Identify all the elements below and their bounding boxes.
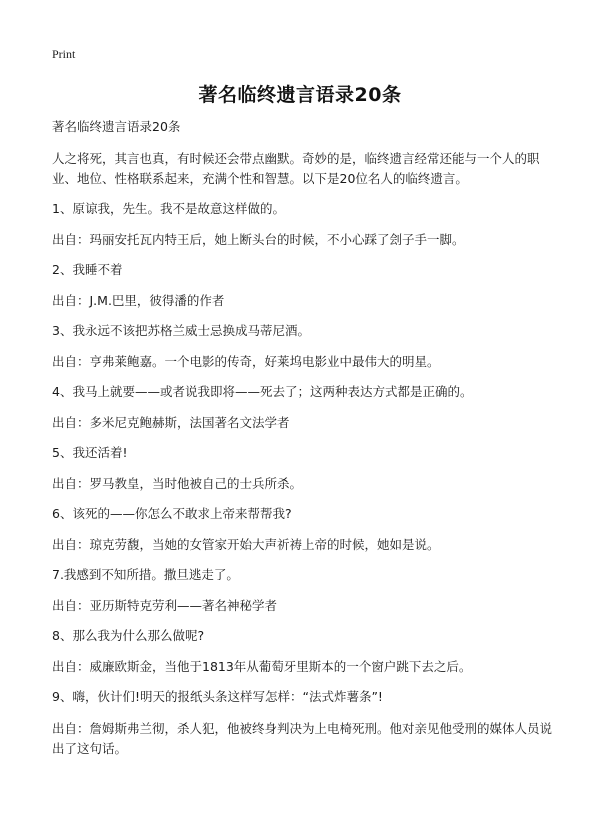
article-intro: 人之将死，其言也真，有时候还会带点幽默。奇妙的是，临终遗言经常还能与一个人的职业、地位、性格联系起来，充满个性和智慧。以下是20位名人的临终遗言。 [52,151,540,186]
quote-source: 出自：玛丽安托瓦内特王后，她上断头台的时候，不小心踩了刽子手一脚。 [52,231,465,247]
list-item [52,383,552,432]
quote-text: 8、那么我为什么那么做呢? [52,628,205,643]
quote-text: 5、我还活着! [52,445,128,460]
article-body [52,118,552,771]
article-subtitle: 著名临终遗言语录20条 [52,119,181,134]
quote-source: 出自：詹姆斯弗兰彻，杀人犯，他被终身判决为上电椅死刑。他对亲见他受刑的媒体人员说出了这句话。 [52,720,553,756]
quote-text: 7.我感到不知所措。撒旦逃走了。 [52,567,239,582]
list-item [52,688,552,759]
quote-text: 6、该死的——你怎么不敢求上帝来帮帮我? [52,506,292,521]
quote-list [52,200,552,759]
quote-text: 9、嗨，伙计们!明天的报纸头条这样写怎样：“法式炸薯条”! [52,689,383,704]
page-title: 著名临终遗言语录20条 [198,84,402,106]
quote-source: 出自：琼克劳馥，当她的女管家开始大声祈祷上帝的时候，她如是说。 [52,536,440,552]
list-item [52,200,552,249]
print-link[interactable]: Print [52,47,76,61]
quote-source: 出自：威廉欧斯金，当他于1813年从葡萄牙里斯本的一个窗户跳下去之后。 [52,658,472,674]
quote-text: 3、我永远不该把苏格兰威士忌换成马蒂尼酒。 [52,323,310,338]
list-item [52,444,552,493]
quote-text: 1、原谅我，先生。我不是故意这样做的。 [52,201,285,216]
quote-source: 出自：罗马教皇，当时他被自己的士兵所杀。 [52,475,303,491]
quote-text: 4、我马上就要——或者说我即将——死去了；这两种表达方式都是正确的。 [52,384,473,399]
list-item [52,566,552,615]
list-item [52,505,552,554]
list-item [52,261,552,310]
list-item [52,627,552,676]
quote-source: 出自：多米尼克鲍赫斯，法国著名文法学者 [52,414,290,430]
quote-source: 出自：亨弗莱鲍嘉。一个电影的传奇，好莱坞电影业中最伟大的明星。 [52,353,440,369]
quote-source: 出自：亚历斯特克劳利——著名神秘学者 [52,597,278,613]
list-item [52,322,552,371]
quote-text: 2、我睡不着 [52,262,123,277]
quote-source: 出自：J.M.巴里，彼得潘的作者 [52,292,225,308]
